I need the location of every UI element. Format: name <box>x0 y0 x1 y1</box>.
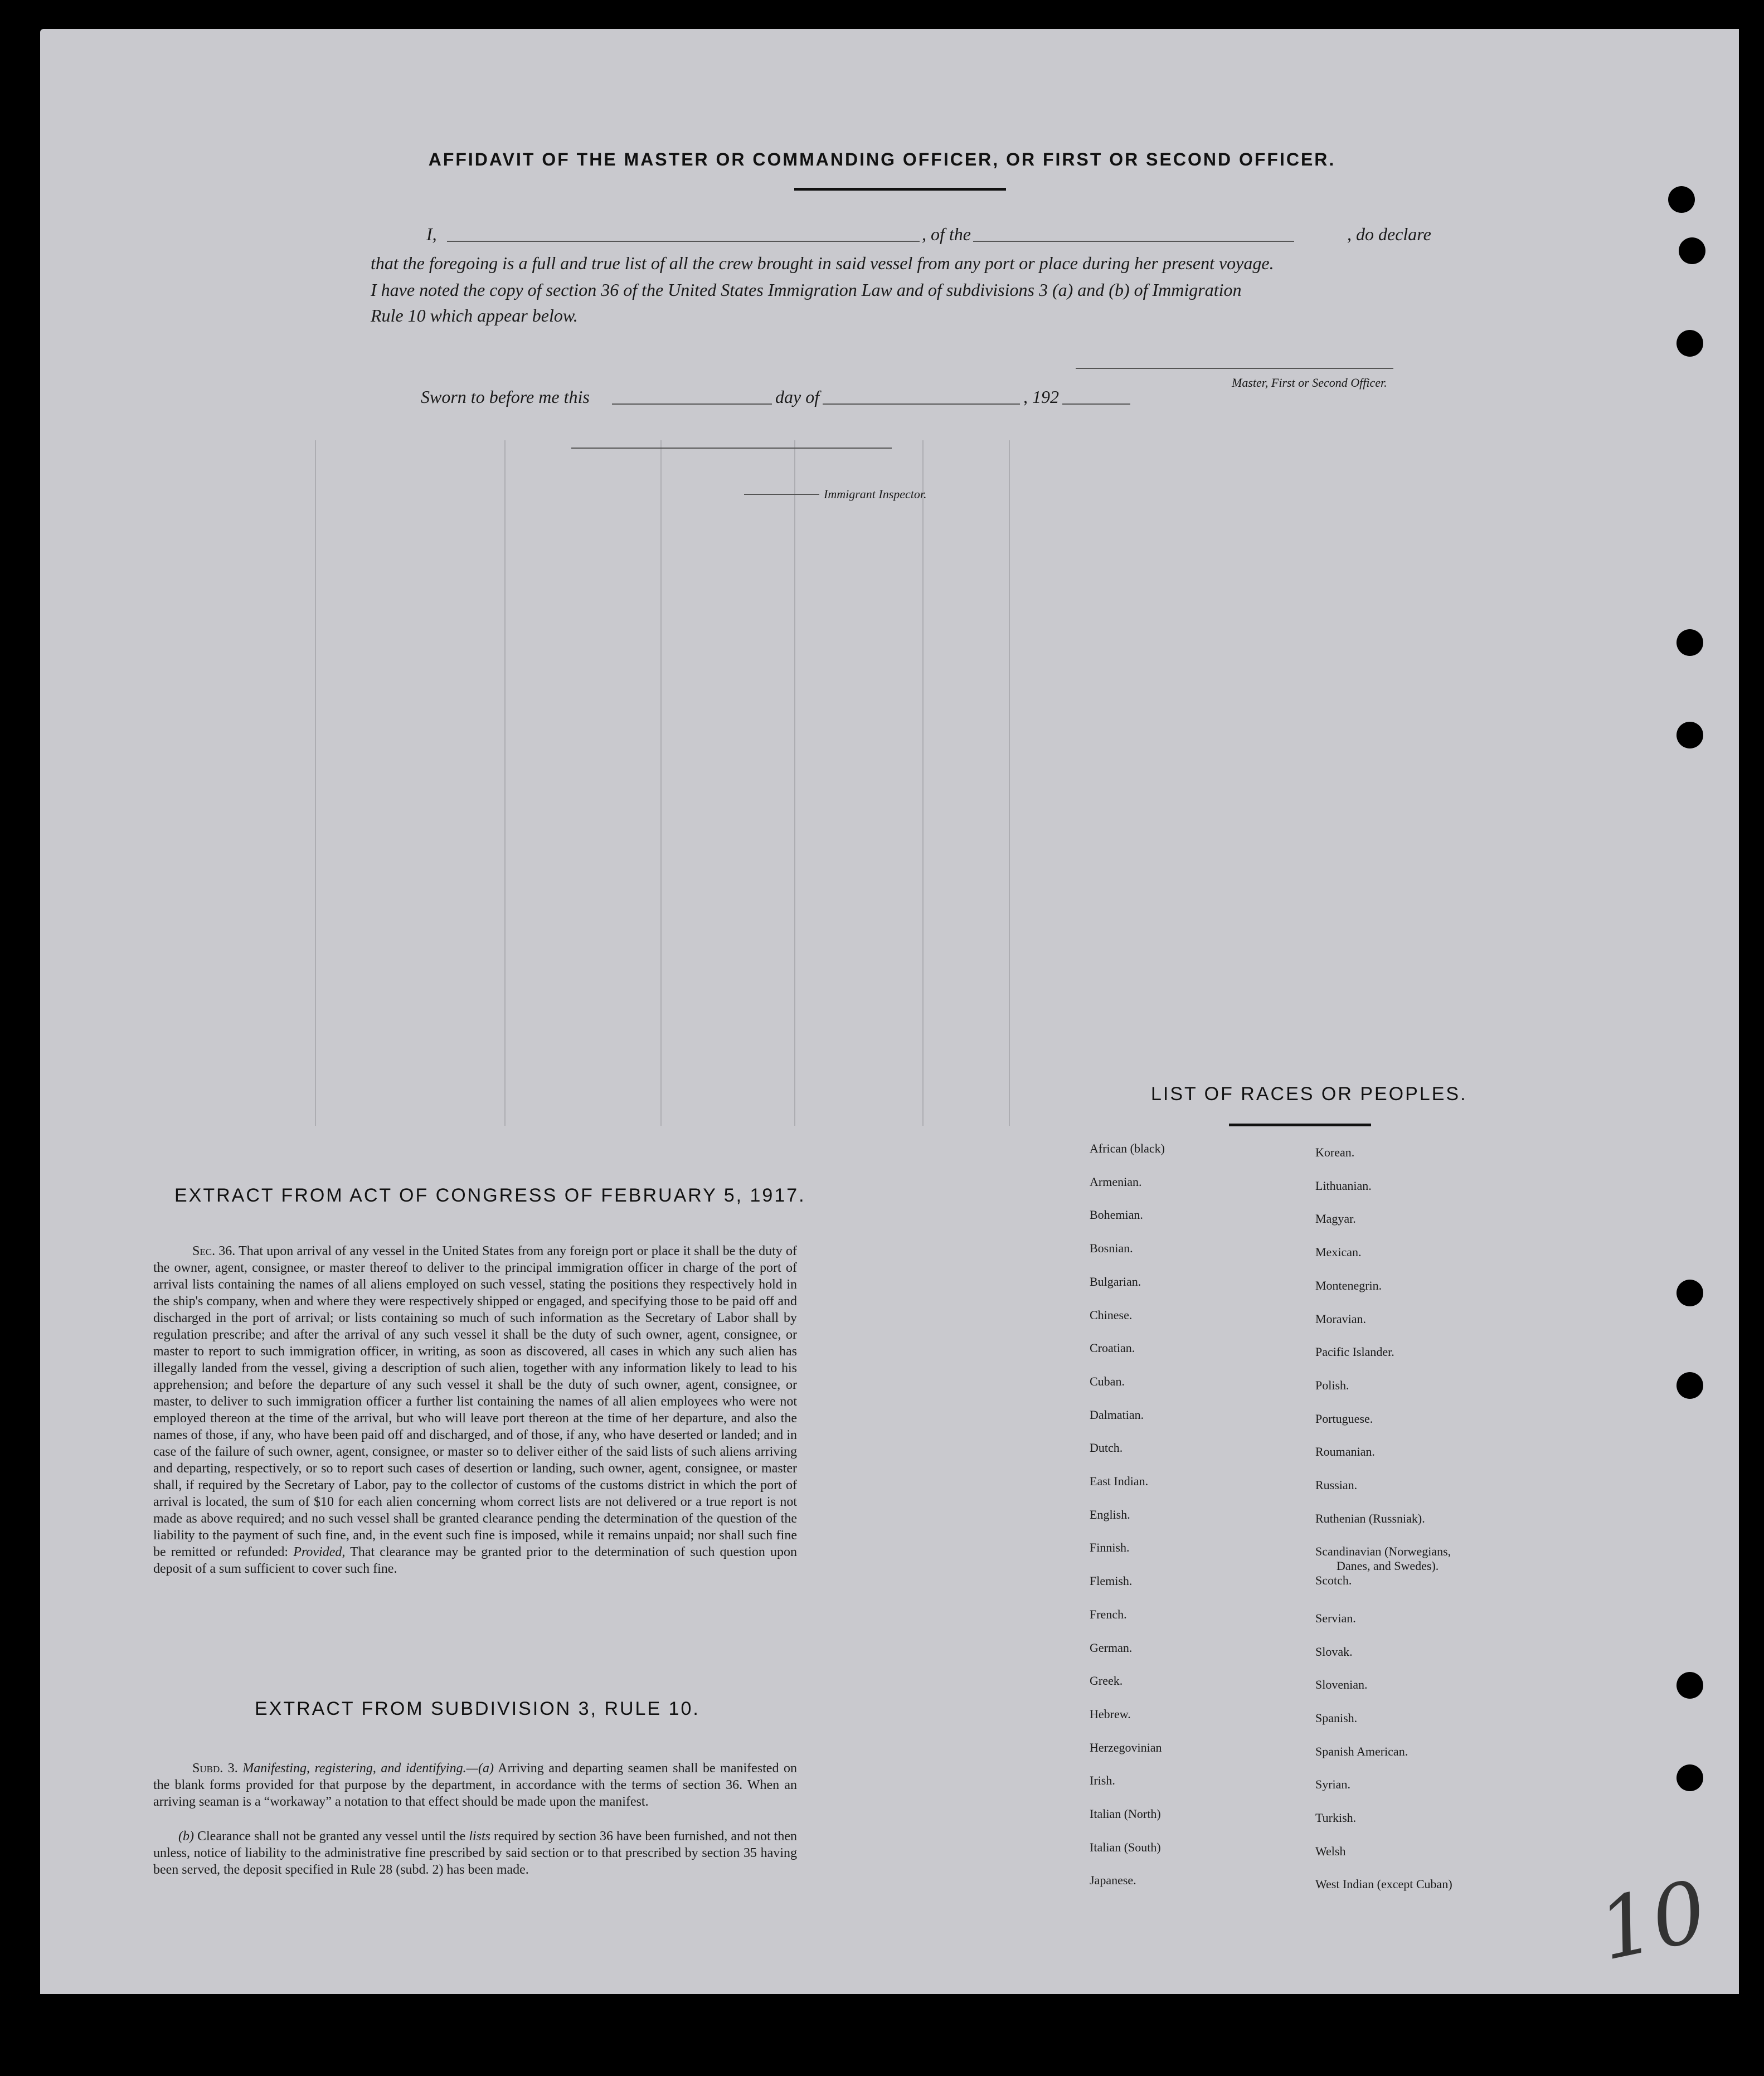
sworn-text: Sworn to before me this <box>421 387 590 407</box>
title-underline <box>794 188 1006 191</box>
race-item: West Indian (except Cuban) <box>1315 1877 1452 1892</box>
race-item: Armenian. <box>1090 1174 1142 1189</box>
race-item: Magyar. <box>1315 1212 1356 1226</box>
race-item: Greek. <box>1090 1674 1123 1688</box>
para-b-lists: lists <box>469 1829 490 1844</box>
column-rule <box>794 440 795 1126</box>
punch-hole <box>1676 1672 1703 1699</box>
affidavit-line-4: Rule 10 which appear below. <box>371 305 578 325</box>
column-rule <box>504 440 506 1126</box>
section-label: Sec. 36. <box>192 1244 236 1258</box>
races-underline <box>1229 1124 1371 1126</box>
act-section-36 <box>153 1243 797 1577</box>
affidavit-line-3: I have noted the copy of section 36 of the United States Immigration Law and of subdivisions 3 (a) and (b) of Immigration <box>371 280 1242 300</box>
race-item: Scotch. <box>1315 1573 1352 1588</box>
race-item: Spanish American. <box>1315 1744 1408 1758</box>
punch-hole <box>1679 237 1705 264</box>
race-item: Bulgarian. <box>1090 1274 1141 1289</box>
act-text-2: That clearance may be granted prior to the determination of such question upon deposit of a sum sufficient to cover such fine. <box>153 1545 798 1576</box>
race-item: Ruthenian (Russniak). <box>1315 1511 1425 1525</box>
race-item: Moravian. <box>1315 1311 1367 1326</box>
provided-word: Provided, <box>293 1545 346 1559</box>
master-signature-label: Master, First or Second Officer. <box>1232 376 1387 390</box>
subd-label: Subd. 3. <box>192 1761 238 1776</box>
race-item: French. <box>1090 1607 1127 1621</box>
race-item: Bosnian. <box>1090 1241 1133 1256</box>
race-item: Herzegovinian <box>1090 1740 1162 1754</box>
race-item: Roumanian. <box>1315 1445 1375 1459</box>
rule-para-a <box>153 1760 797 1810</box>
para-b-marker: (b) <box>178 1829 194 1844</box>
punch-hole <box>1676 1764 1703 1791</box>
race-item: Montenegrin. <box>1315 1278 1382 1292</box>
punch-hole <box>1668 186 1695 213</box>
race-item: Lithuanian. <box>1315 1178 1372 1193</box>
race-item: Italian (North) <box>1090 1807 1161 1821</box>
race-item: Chinese. <box>1090 1307 1133 1322</box>
races-title: LIST OF RACES OR PEOPLES. <box>1151 1083 1467 1105</box>
rule-title: EXTRACT FROM SUBDIVISION 3, RULE 10. <box>255 1698 700 1719</box>
race-item: Cuban. <box>1090 1374 1125 1388</box>
punch-hole <box>1676 722 1703 748</box>
inspector-line <box>744 494 819 495</box>
para-b-text-2: required by section 36 have been furnished, and not then unless, notice of liability to the administrative fine prescribed by said section or to that prescribed by section 35 having been served, the deposit specified in Rule 28 (subd. 2) has been made. <box>153 1829 797 1877</box>
punch-hole <box>1676 330 1703 357</box>
act-title: EXTRACT FROM ACT OF CONGRESS OF FEBRUARY 5, 1917. <box>174 1185 806 1206</box>
subd-heading: Manifesting, registering, and identifying. <box>242 1761 466 1776</box>
race-item: Dalmatian. <box>1090 1407 1144 1422</box>
column-rule <box>660 440 662 1126</box>
race-item: Dutch. <box>1090 1441 1123 1455</box>
race-item: Turkish. <box>1315 1811 1357 1825</box>
rule-para-b <box>153 1828 797 1878</box>
day-of-text: day of <box>772 387 823 407</box>
para-a-marker: —(a) <box>466 1761 494 1776</box>
name-blank <box>447 241 1294 242</box>
punch-hole <box>1676 1372 1703 1399</box>
column-rule <box>315 440 316 1126</box>
race-item: Spanish. <box>1315 1710 1358 1725</box>
race-item: Croatian. <box>1090 1341 1135 1355</box>
race-item: Portuguese. <box>1315 1411 1373 1426</box>
do-declare-text: , do declare <box>1345 224 1433 245</box>
race-item: Russian. <box>1315 1478 1358 1492</box>
race-item-continuation: Danes, and Swedes). <box>1337 1559 1439 1573</box>
inspector-label: Immigrant Inspector. <box>824 487 927 501</box>
race-item: Pacific Islander. <box>1315 1345 1394 1359</box>
race-item: East Indian. <box>1090 1474 1149 1488</box>
race-item: Flemish. <box>1090 1574 1133 1588</box>
affidavit-line-2: that the foregoing is a full and true list of all the crew brought in said vessel from any port or place during her present voyage. <box>371 253 1274 273</box>
punch-hole <box>1676 629 1703 656</box>
race-item: Japanese. <box>1090 1873 1136 1888</box>
race-item: Irish. <box>1090 1773 1115 1788</box>
race-item: Syrian. <box>1315 1777 1350 1792</box>
race-item: Bohemian. <box>1090 1208 1143 1222</box>
witness-line <box>571 448 892 449</box>
punch-hole <box>1676 1280 1703 1306</box>
race-item: Finnish. <box>1090 1540 1130 1555</box>
race-item: Polish. <box>1315 1378 1349 1392</box>
race-item: African (black) <box>1090 1141 1165 1155</box>
race-item: Slovak. <box>1315 1644 1353 1659</box>
para-a-text: Arriving and departing seamen shall be manifested on the blank forms provided for that purpose by the department, in accordance with the terms of section 36. When an arriving seaman is a “workaway” a notation to that effect should be made upon the manifest. <box>153 1761 797 1809</box>
column-rule <box>922 440 924 1126</box>
race-item: German. <box>1090 1640 1133 1655</box>
race-item: Italian (South) <box>1090 1840 1161 1854</box>
race-item: Slovenian. <box>1315 1678 1368 1692</box>
para-b-text-1: Clearance shall not be granted any vessel until the <box>197 1829 466 1844</box>
race-item: English. <box>1090 1507 1130 1521</box>
year-text: , 192 <box>1020 387 1062 407</box>
affidavit-i: I, <box>426 224 437 244</box>
handwritten-number: 10 <box>1590 1863 1715 1980</box>
race-item: Scandinavian (Norwegians, <box>1315 1544 1451 1559</box>
race-item: Hebrew. <box>1090 1706 1131 1721</box>
race-item: Korean. <box>1315 1145 1355 1159</box>
of-the-text: , of the <box>920 224 973 245</box>
race-item: Servian. <box>1315 1611 1356 1625</box>
race-item: Welsh <box>1315 1844 1346 1858</box>
column-rule <box>1009 440 1010 1126</box>
act-text-1: That upon arrival of any vessel in the United States from any foreign port or place it shall be the duty of the owner, agent, consignee, or master thereof to deliver to the principal immigration officer in charge of the port of arrival lists containing the names of all aliens employed on such vessel, stating the positions they respectively hold in the ship's company, when and where they were respectively shipped or engaged, and specifying those to be paid off and discharged in the port of arrival; or lists containing so much of such information as the Secretary of Labor shall by regulation prescribe; and after the arrival of any such vessel it shall be the duty of such owner, agent, consignee, or master to report to such immigration officer, in writing, as soon as discovered, all cases in which any such alien has illegally landed from the vessel, giving a description of such alien, together with any information likely to lead to his apprehension; and before the departure of any such vessel it shall be the duty of such owner, agent, consignee, or master, to deliver to such immigration officer a further list containing the names of all alien employees who were not employed thereon at the time of the arrival, but who will leave port thereon at the time of her departure, and also the names of those, if any, who have been paid off and discharged, and of those, if any, who have deserted or landed; and in case of the failure of such owner, agent, consignee, or master so to deliver either of the said lists of such aliens arriving and departing, respectively, or so to report such cases of desertion or landing, such owner, agent, consignee, or master shall, if required by the Secretary of Labor, pay to the collector of customs of the customs district in which the port of arrival is located, the sum of $10 for each alien concerning whom correct lists are not delivered or a true report is not made as above required; and no such vessel shall be granted clearance pending the determination of the question of the liability to the payment of such fine, and, in the event such fine is imposed, while it remains unpaid; nor shall such fine be remitted or refunded: <box>153 1244 797 1559</box>
master-signature-line <box>1076 368 1393 369</box>
affidavit-title: AFFIDAVIT OF THE MASTER OR COMMANDING OFFICER, OR FIRST OR SECOND OFFICER. <box>428 149 1336 169</box>
race-item: Mexican. <box>1315 1245 1362 1260</box>
